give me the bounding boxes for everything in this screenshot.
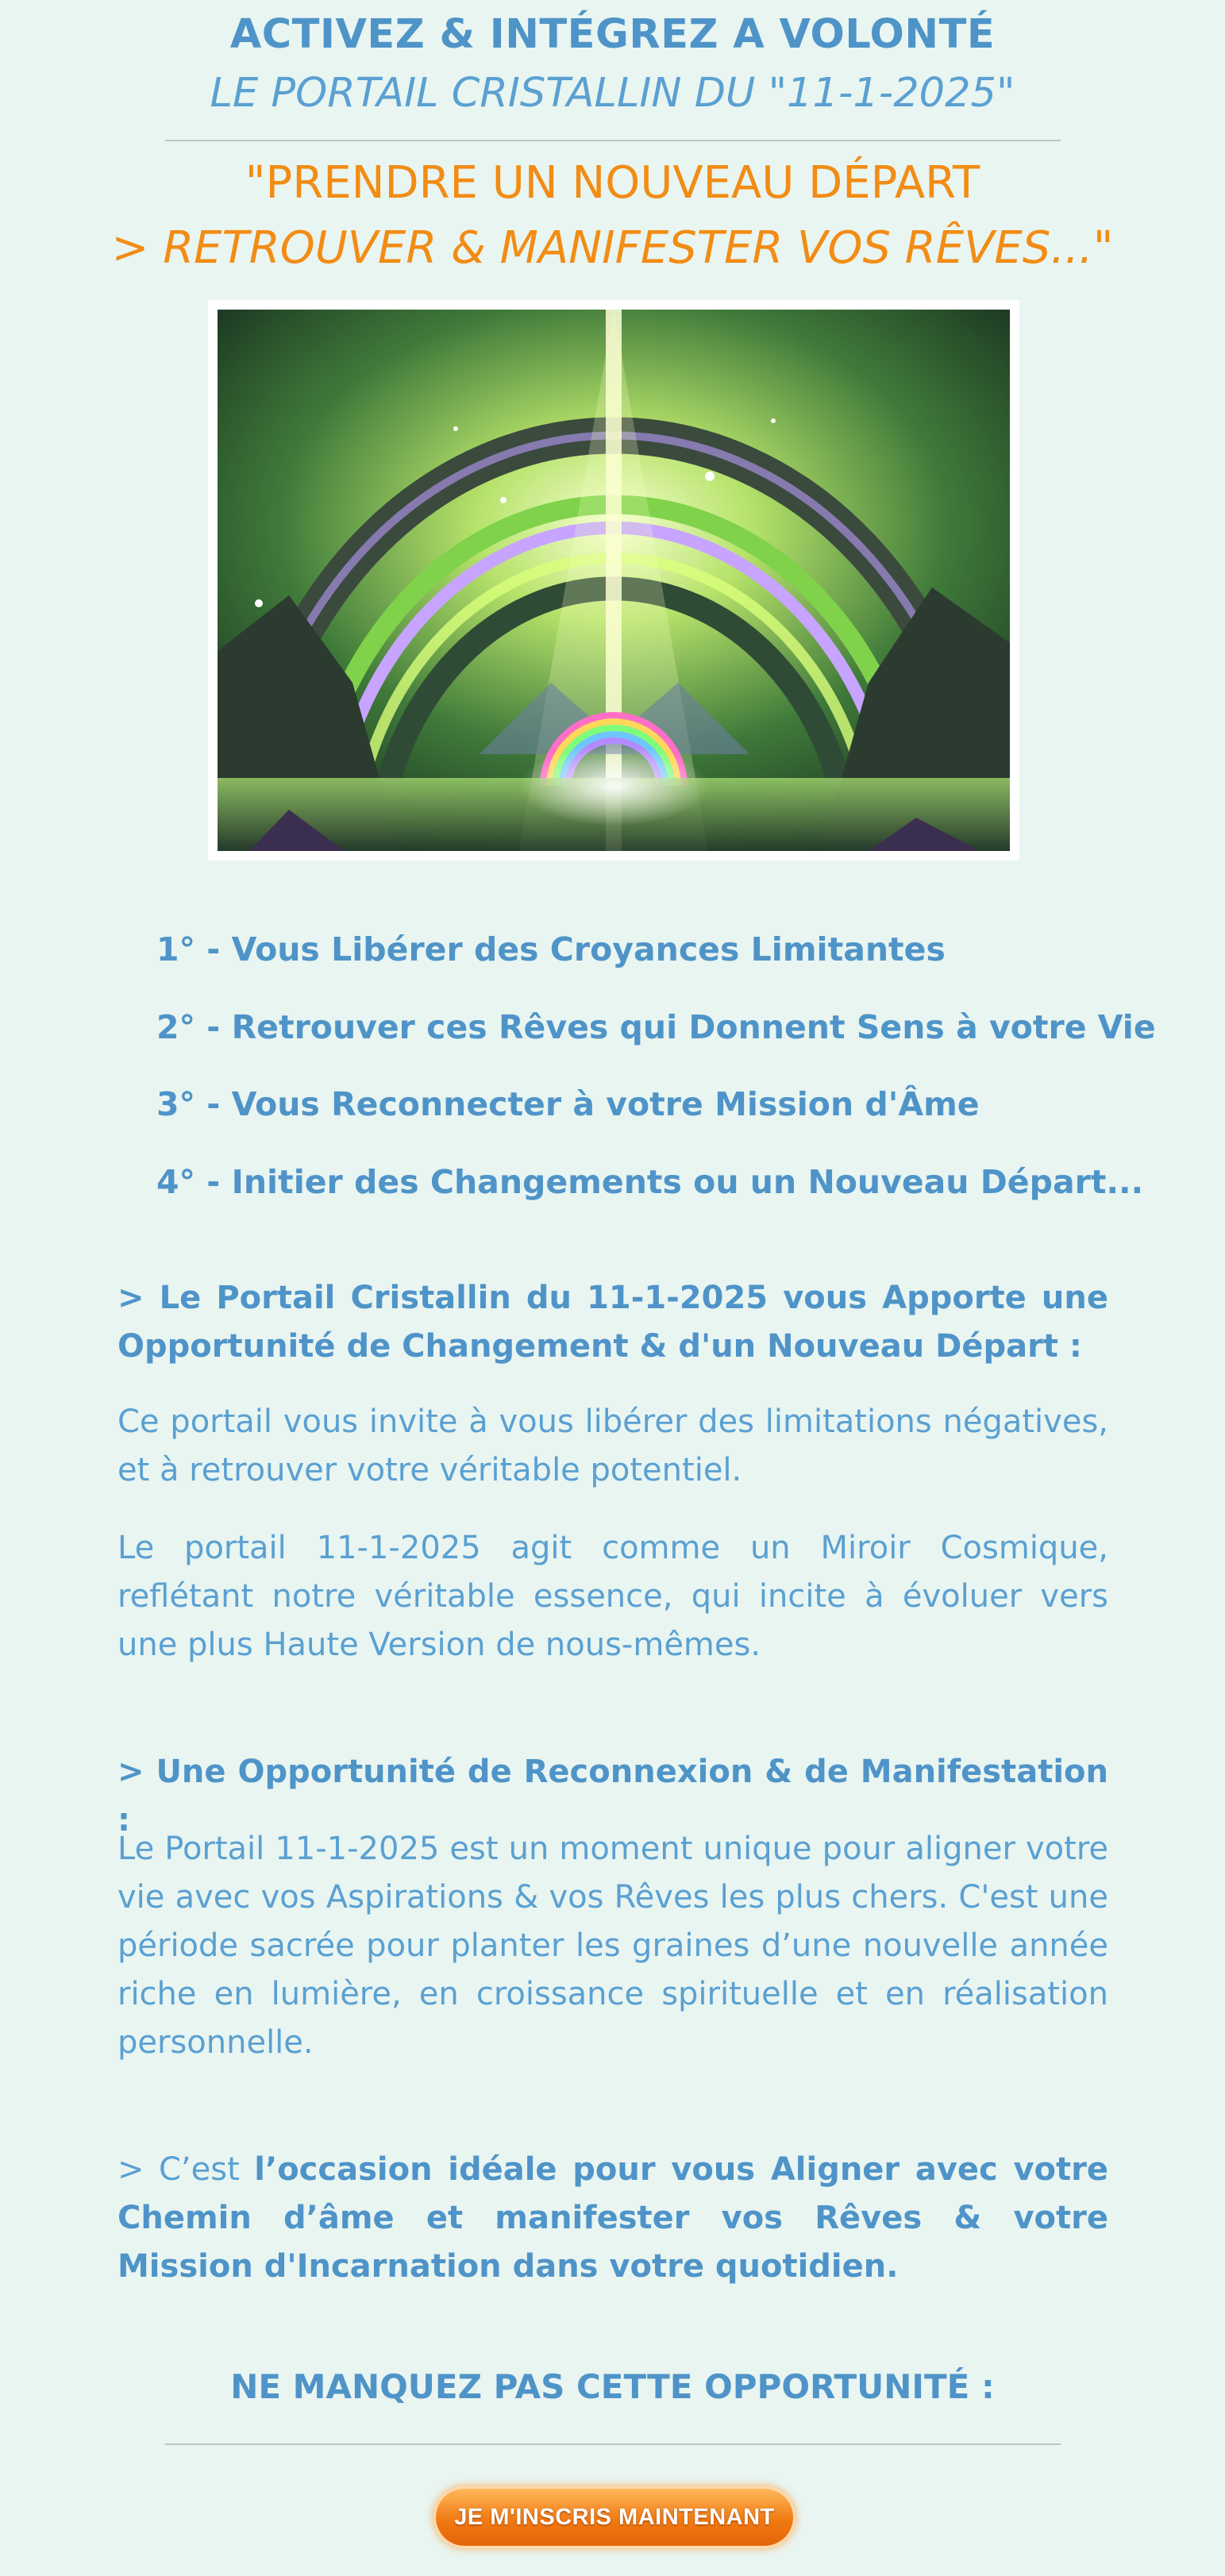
- portal-illustration: [218, 310, 1010, 851]
- divider: [165, 140, 1061, 141]
- section-2-heading: > Une Opportunité de Reconnexion & de Manifestation :: [117, 1754, 1108, 1839]
- section-3-paragraph: [117, 2146, 1108, 2291]
- list-item: 3° - Vous Reconnecter à votre Mission d'Âme: [156, 1085, 980, 1123]
- section-3-emphasis: l’occasion idéale pour vous Aligner avec votre Chemin d’âme et manifester vos Rêves & votre Mission d'Incarnation dans votre quotidien.: [117, 2151, 1108, 2285]
- divider: [165, 2443, 1061, 2445]
- register-button[interactable]: JE M'INSCRIS MAINTENANT: [436, 2489, 793, 2546]
- list-item: 2° - Retrouver ces Rêves qui Donnent Sens à votre Vie: [156, 1008, 1156, 1046]
- headline-line-2: > RETROUVER & MANIFESTER VOS RÊVES...": [111, 222, 1114, 274]
- page-subtitle: LE PORTAIL CRISTALLIN DU "11-1-2025": [210, 70, 1015, 117]
- page-title: ACTIVEZ & INTÉGREZ A VOLONTÉ: [229, 11, 996, 58]
- portal-image: [208, 300, 1019, 861]
- section-1-heading: > Le Portail Cristallin du 11-1-2025 vous Apporte une Opportunité de Changement & d'un Nouveau Départ :: [117, 1280, 1108, 1365]
- list-item: 4° - Initier des Changements ou un Nouveau Départ...: [156, 1163, 1144, 1201]
- section-3-prefix: > C’est: [117, 2151, 255, 2188]
- cta-title: NE MANQUEZ PAS CETTE OPPORTUNITÉ :: [230, 2367, 995, 2406]
- list-item: 1° - Vous Libérer des Croyances Limitantes: [156, 930, 946, 968]
- headline-line-1: "PRENDRE UN NOUVEAU DÉPART: [245, 157, 980, 209]
- section-1-paragraph-2: Le portail 11-1-2025 agit comme un Miroir Cosmique, reflétant notre véritable essence, qui incite à évoluer vers une plus Haute Version de nous-mêmes.: [117, 1530, 1108, 1663]
- section-2-paragraph: Le Portail 11-1-2025 est un moment unique pour aligner votre vie avec vos Aspirations & vos Rêves les plus chers. C'est une période sacrée pour planter les graines d’une nouvelle année riche en lumière, en croissance spirituelle et en réalisation personnelle.: [117, 1831, 1108, 2061]
- section-1-paragraph-1: Ce portail vous invite à vous libérer des limitations négatives, et à retrouver votre véritable potentiel.: [117, 1404, 1108, 1488]
